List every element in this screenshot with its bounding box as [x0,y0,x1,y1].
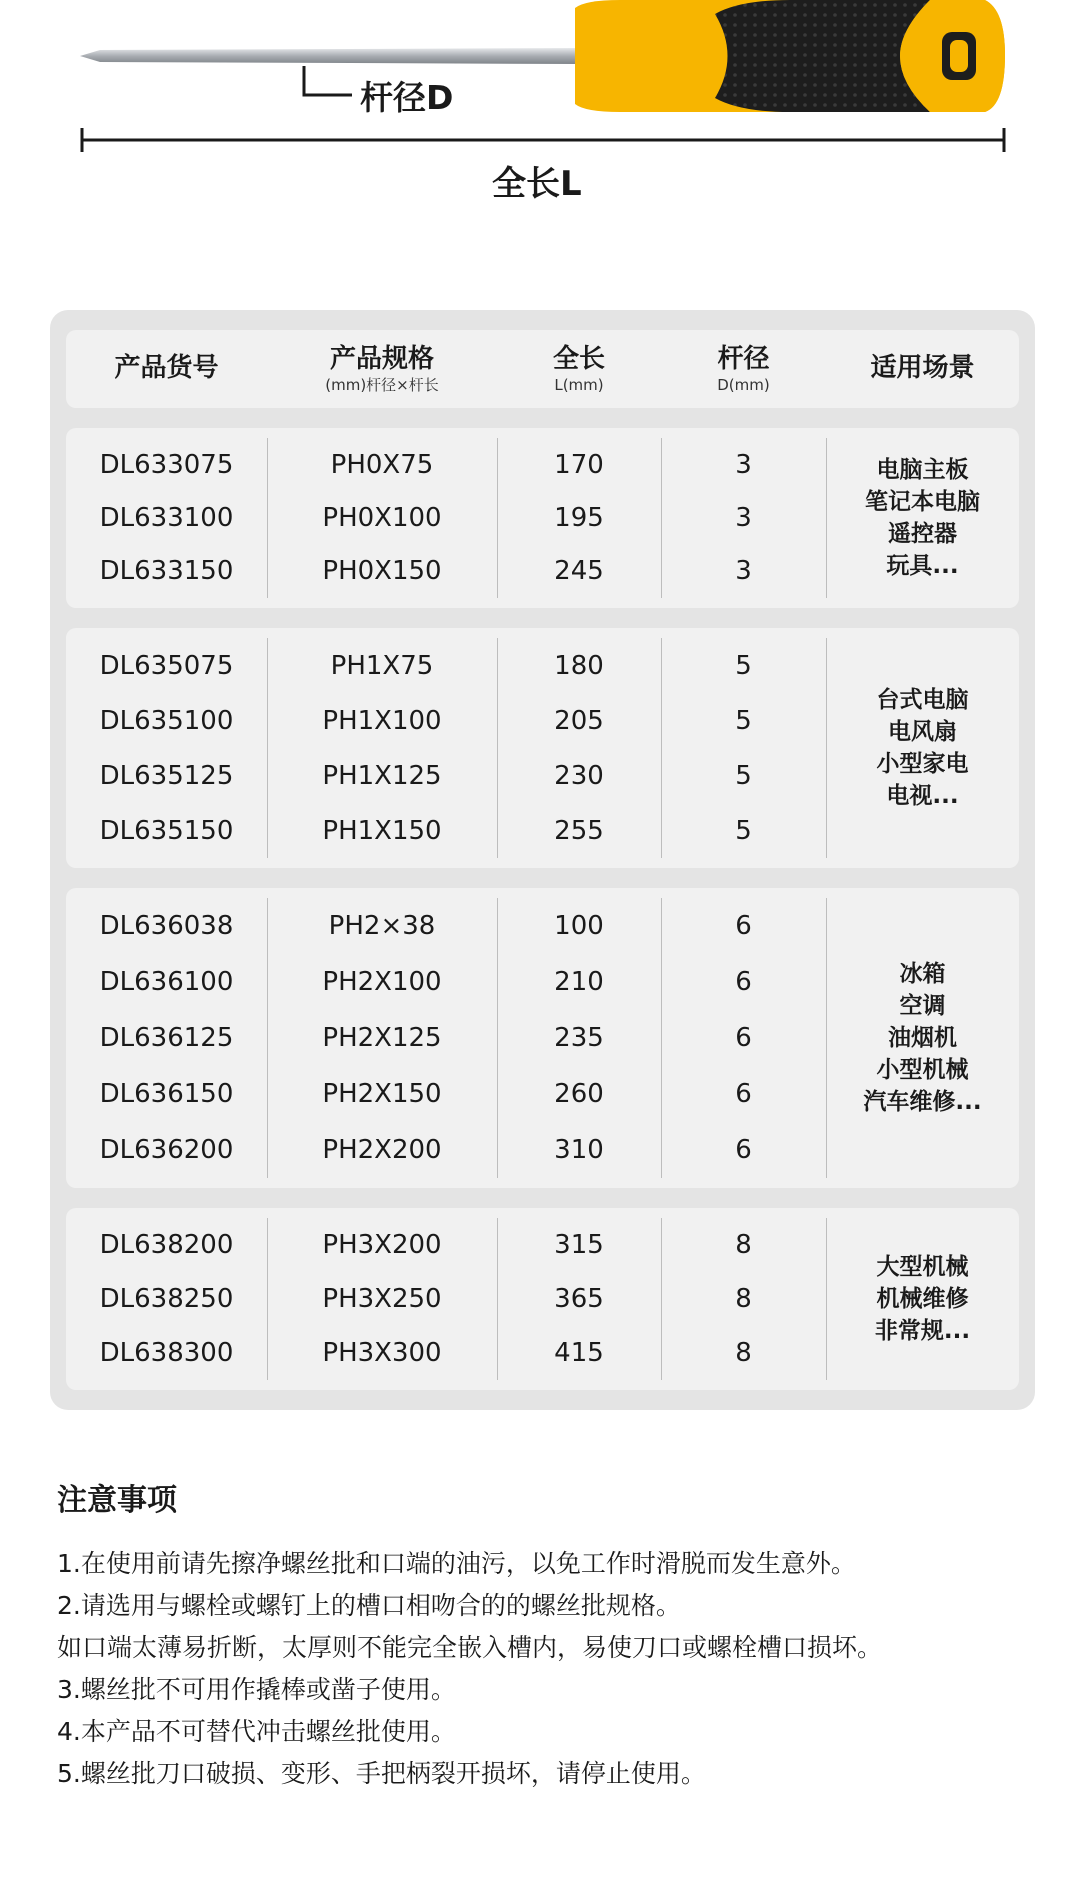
column-length [497,638,661,858]
note-line: 2.请选用与螺栓或螺钉上的槽口相吻合的的螺丝批规格。 [57,1591,681,1620]
cell-spec: PH3X300 [322,1338,442,1368]
note-line: 5.螺丝批刀口破损、变形、手把柄裂开损坏，请停止使用。 [57,1759,706,1788]
cell-spec: PH1X150 [322,815,442,846]
cell-length: 195 [554,502,604,533]
column-spec [267,1218,497,1380]
column-diameter [661,898,826,1178]
cell-code: DL638250 [99,1284,234,1314]
column-diameter [661,1218,826,1380]
column-spec [267,438,497,598]
scene-item: 小型家电 [876,751,969,777]
cell-diameter: 3 [735,556,752,587]
note-line: 4.本产品不可替代冲击螺丝批使用。 [57,1717,456,1746]
application-scenes [826,1208,1019,1390]
cell-code: DL635150 [99,815,234,846]
header-label: 产品规格 [329,344,434,375]
note-line: 1.在使用前请先擦净螺丝批和口端的油污，以免工作时滑脱而发生意外。 [57,1549,856,1578]
scene-item: 电视... [886,783,959,809]
cell-diameter: 8 [735,1338,752,1368]
cell-code: DL636125 [99,1023,234,1053]
scene-item: 汽车维修... [863,1089,982,1115]
column-length [497,898,661,1178]
column-product-code [66,1218,267,1380]
scene-item: 非常规... [874,1318,971,1344]
usage-notes [57,1475,1067,1795]
screwdriver-shaft [80,48,580,64]
header-shaft-diameter [661,330,826,408]
cell-length: 230 [554,760,604,791]
column-length [497,1218,661,1380]
scene-item: 电风扇 [888,719,957,745]
cell-diameter: 3 [735,449,752,480]
header-total-length [497,330,661,408]
cell-code: DL638300 [99,1338,234,1368]
cell-code: DL635075 [99,650,234,681]
header-label: 全长 [552,344,605,375]
column-length [497,438,661,598]
cell-length: 260 [554,1079,604,1109]
column-diameter [661,638,826,858]
cell-diameter: 5 [735,760,752,791]
cell-spec: PH3X200 [322,1230,442,1260]
scene-item: 遥控器 [888,521,957,547]
shaft-dimension-pointer [304,66,352,95]
shaft-diameter-label: 杆径D [360,78,454,117]
table-group-ph2 [66,888,1019,1188]
scene-item: 冰箱 [899,961,946,987]
length-dimension-line [82,128,1004,152]
cell-diameter: 5 [735,815,752,846]
header-product-code [66,330,267,408]
scene-item: 台式电脑 [876,687,969,713]
cell-code: DL636038 [99,911,234,941]
cell-spec: PH0X150 [322,556,442,587]
cell-diameter: 6 [735,1079,752,1109]
cell-spec: PH2X200 [322,1135,442,1165]
cell-length: 235 [554,1023,604,1053]
column-product-code [66,638,267,858]
cell-code: DL633075 [99,449,234,480]
cell-spec: PH2X100 [322,967,442,997]
cell-code: DL638200 [99,1230,234,1260]
cell-spec: PH1X100 [322,705,442,736]
cell-code: DL635100 [99,705,234,736]
note-line: 3.螺丝批不可用作撬棒或凿子使用。 [57,1675,456,1704]
header-sublabel: L(mm) [554,375,604,394]
header-label: 适用场景 [870,353,975,384]
note-line: 如口端太薄易折断，太厚则不能完全嵌入槽内，易使刀口或螺栓槽口损坏。 [57,1633,883,1662]
cell-diameter: 5 [735,705,752,736]
scene-item: 机械维修 [876,1286,969,1312]
cell-diameter: 6 [735,1023,752,1053]
application-scenes [826,628,1019,868]
cell-length: 255 [554,815,604,846]
cell-diameter: 8 [735,1230,752,1260]
table-header [66,330,1019,408]
column-product-code [66,438,267,598]
cell-length: 100 [554,911,604,941]
cell-diameter: 6 [735,1135,752,1165]
application-scenes [826,428,1019,608]
header-label: 产品货号 [114,353,219,384]
cell-diameter: 6 [735,967,752,997]
column-spec [267,638,497,858]
cell-code: DL633100 [99,502,234,533]
cell-diameter: 8 [735,1284,752,1314]
column-spec [267,898,497,1178]
application-scenes [826,888,1019,1188]
cell-length: 245 [554,556,604,587]
cell-diameter: 6 [735,911,752,941]
scene-item: 电脑主板 [876,457,969,483]
cell-length: 180 [554,650,604,681]
column-diameter [661,438,826,598]
header-sublabel: D(mm) [717,375,770,394]
cell-code: DL636200 [99,1135,234,1165]
cell-spec: PH2X125 [322,1023,442,1053]
cell-spec: PH1X75 [330,650,434,681]
header-sublabel: (mm)杆径×杆长 [325,375,439,394]
scene-item: 油烟机 [888,1025,957,1051]
cell-length: 310 [554,1135,604,1165]
cell-code: DL635125 [99,760,234,791]
cell-length: 315 [554,1230,604,1260]
cell-length: 210 [554,967,604,997]
cell-spec: PH2X150 [322,1079,442,1109]
cell-length: 170 [554,449,604,480]
header-application [826,330,1019,408]
scene-item: 笔记本电脑 [865,489,980,515]
cell-diameter: 3 [735,502,752,533]
table-group-ph3 [66,1208,1019,1390]
cell-length: 205 [554,705,604,736]
cell-length: 415 [554,1338,604,1368]
total-length-label: 全长L [492,164,582,204]
cell-code: DL633150 [99,556,234,587]
cell-spec: PH0X75 [330,449,434,480]
header-label: 杆径 [717,344,770,375]
cell-length: 365 [554,1284,604,1314]
cell-code: DL636150 [99,1079,234,1109]
header-spec [267,330,497,408]
scene-item: 空调 [899,993,946,1019]
scene-item: 玩具... [886,553,959,579]
scene-item: 小型机械 [876,1057,969,1083]
cell-spec: PH3X250 [322,1284,442,1314]
cell-spec: PH0X100 [322,502,442,533]
cell-diameter: 5 [735,650,752,681]
scene-item: 大型机械 [876,1254,969,1280]
table-group-ph0 [66,428,1019,608]
spec-table [50,310,1035,1410]
cell-code: DL636100 [99,967,234,997]
table-group-ph1 [66,628,1019,868]
screwdriver-illustration [0,0,1080,220]
screwdriver-handle [575,0,1005,112]
notes-title: 注意事项 [57,1483,177,1518]
cell-spec: PH1X125 [322,760,442,791]
cell-spec: PH2×38 [328,911,436,941]
column-product-code [66,898,267,1178]
